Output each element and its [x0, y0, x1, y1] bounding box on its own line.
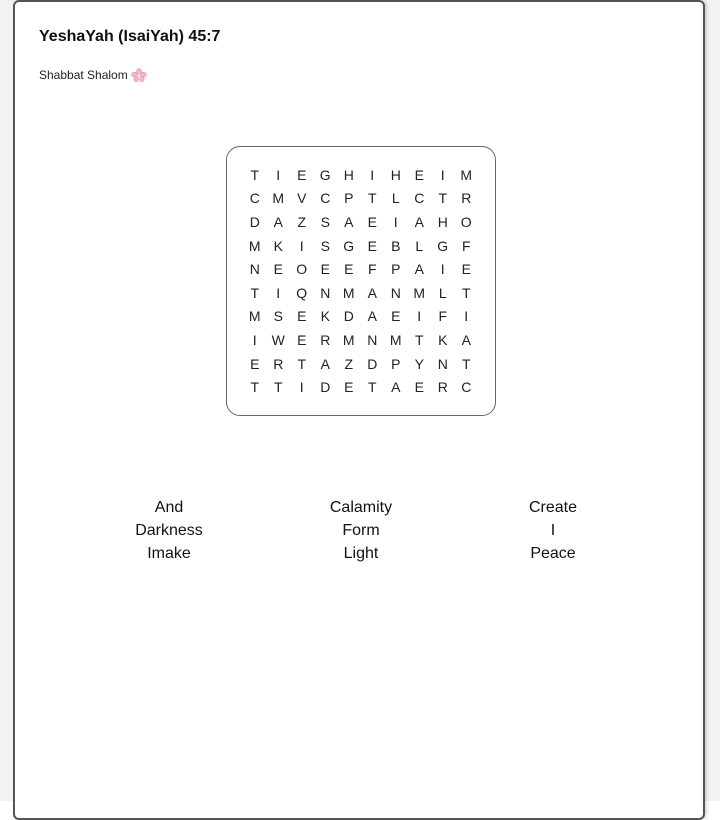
- grid-letter: A: [391, 379, 401, 396]
- grid-letter: A: [461, 331, 471, 348]
- grid-letter: D: [249, 213, 260, 230]
- grid-letter: E: [414, 379, 424, 396]
- grid-letter: M: [248, 237, 261, 254]
- grid-letter: M: [460, 166, 473, 183]
- grid-letter: T: [297, 355, 307, 372]
- grid-letter: M: [413, 284, 426, 301]
- grid-letter: N: [367, 331, 378, 348]
- grid-letter: Y: [414, 355, 424, 372]
- letter-grid: [243, 163, 478, 399]
- grid-letter: K: [438, 331, 448, 348]
- grid-letter: T: [273, 379, 283, 396]
- word-list-item: Imake: [147, 545, 191, 562]
- grid-letter: T: [250, 379, 260, 396]
- grid-letter: C: [249, 190, 260, 207]
- word-list-item: Form: [342, 522, 380, 539]
- grid-letter: K: [273, 237, 283, 254]
- grid-letter: T: [461, 355, 471, 372]
- grid-letter: N: [249, 261, 260, 278]
- grid-letter: E: [250, 355, 260, 372]
- grid-letter: V: [297, 190, 307, 207]
- grid-letter: I: [252, 331, 257, 348]
- word-list-item: Light: [343, 545, 379, 562]
- grid-letter: E: [391, 308, 401, 325]
- grid-letter: I: [276, 166, 281, 183]
- grid-letter: N: [390, 284, 401, 301]
- grid-letter: I: [299, 379, 304, 396]
- grid-letter: I: [393, 213, 398, 230]
- grid-letter: G: [319, 166, 331, 183]
- grid-letter: E: [273, 261, 283, 278]
- grid-letter: H: [437, 213, 448, 230]
- grid-letter: T: [250, 166, 260, 183]
- grid-letter: I: [440, 261, 445, 278]
- grid-letter: M: [272, 190, 285, 207]
- grid-letter: T: [367, 379, 377, 396]
- grid-letter: A: [344, 213, 354, 230]
- grid-letter: A: [367, 308, 377, 325]
- grid-letter: E: [414, 166, 424, 183]
- grid-letter: E: [297, 166, 307, 183]
- word-list-item: And: [154, 499, 184, 516]
- grid-letter: T: [367, 190, 377, 207]
- word-search-grid: [226, 146, 496, 416]
- grid-letter: C: [414, 190, 425, 207]
- grid-letter: R: [461, 190, 472, 207]
- grid-letter: S: [320, 213, 330, 230]
- grid-letter: I: [464, 308, 469, 325]
- grid-letter: M: [342, 331, 355, 348]
- page-title: YeshaYah (IsaiYah) 45:7: [39, 28, 221, 45]
- word-list-item: Calamity: [329, 499, 393, 516]
- grid-letter: I: [440, 166, 445, 183]
- grid-letter: D: [320, 379, 331, 396]
- grid-letter: R: [273, 355, 284, 372]
- grid-letter: E: [344, 261, 354, 278]
- word-list-item: Darkness: [135, 522, 203, 539]
- word-list-item: Create: [528, 499, 578, 516]
- grid-letter: F: [367, 261, 377, 278]
- grid-letter: O: [296, 261, 308, 278]
- grid-letter: L: [438, 284, 447, 301]
- grid-letter: A: [414, 213, 424, 230]
- grid-letter: O: [460, 213, 472, 230]
- grid-letter: N: [437, 355, 448, 372]
- grid-letter: Q: [296, 284, 308, 301]
- grid-letter: S: [273, 308, 283, 325]
- grid-letter: K: [320, 308, 330, 325]
- grid-letter: A: [414, 261, 424, 278]
- grid-letter: E: [344, 379, 354, 396]
- grid-letter: E: [320, 261, 330, 278]
- grid-letter: I: [276, 284, 281, 301]
- grid-letter: B: [391, 237, 401, 254]
- flower-icon: [131, 68, 147, 82]
- grid-letter: S: [320, 237, 330, 254]
- word-list: [73, 498, 649, 564]
- grid-letter: D: [343, 308, 354, 325]
- page-subtitle: [39, 68, 147, 82]
- grid-letter: H: [343, 166, 354, 183]
- grid-letter: D: [367, 355, 378, 372]
- grid-letter: A: [273, 213, 283, 230]
- grid-letter: T: [250, 284, 260, 301]
- word-list-item: I: [550, 522, 556, 539]
- worksheet-page: [13, 0, 705, 820]
- grid-letter: L: [391, 190, 400, 207]
- grid-letter: P: [391, 261, 401, 278]
- grid-letter: E: [367, 237, 377, 254]
- grid-letter: P: [391, 355, 401, 372]
- grid-letter: E: [297, 308, 307, 325]
- grid-letter: C: [320, 190, 331, 207]
- grid-letter: E: [297, 331, 307, 348]
- grid-letter: Z: [344, 355, 354, 372]
- grid-letter: E: [367, 213, 377, 230]
- grid-letter: T: [438, 190, 448, 207]
- grid-letter: T: [414, 331, 424, 348]
- grid-letter: R: [320, 331, 331, 348]
- grid-letter: N: [320, 284, 331, 301]
- grid-letter: T: [461, 284, 471, 301]
- grid-letter: A: [367, 284, 377, 301]
- grid-letter: M: [342, 284, 355, 301]
- grid-letter: R: [437, 379, 448, 396]
- grid-letter: Z: [297, 213, 307, 230]
- subtitle-text: Shabbat Shalom: [39, 68, 128, 82]
- word-list-item: Peace: [530, 545, 576, 562]
- grid-letter: C: [461, 379, 472, 396]
- grid-letter: W: [271, 331, 285, 348]
- grid-letter: E: [461, 261, 471, 278]
- grid-letter: P: [344, 190, 354, 207]
- grid-letter: M: [389, 331, 402, 348]
- grid-letter: F: [461, 237, 471, 254]
- grid-letter: F: [438, 308, 448, 325]
- grid-letter: G: [437, 237, 449, 254]
- grid-letter: G: [343, 237, 355, 254]
- grid-letter: L: [415, 237, 424, 254]
- grid-letter: I: [417, 308, 422, 325]
- grid-letter: M: [248, 308, 261, 325]
- grid-letter: A: [320, 355, 330, 372]
- grid-letter: I: [370, 166, 375, 183]
- grid-letter: H: [390, 166, 401, 183]
- grid-letter: I: [299, 237, 304, 254]
